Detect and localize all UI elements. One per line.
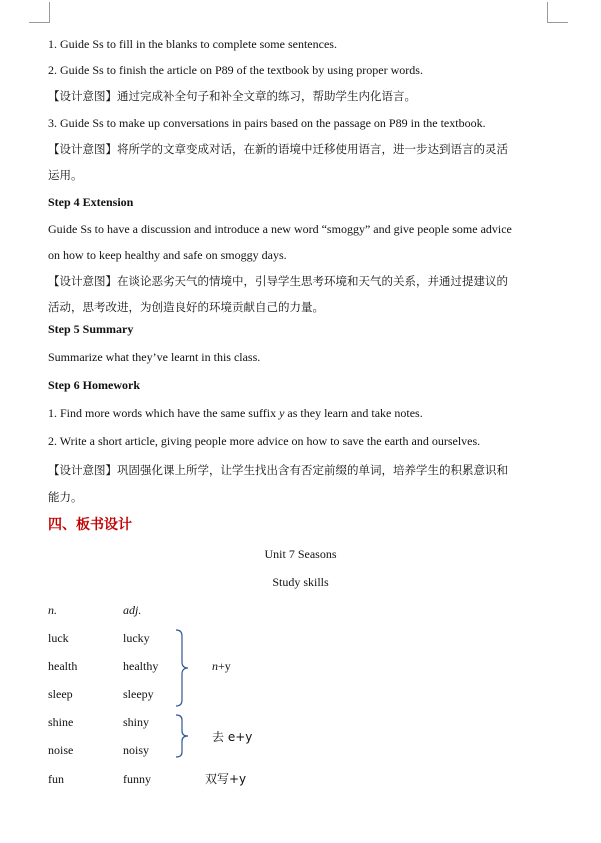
step4-text: Guide Ss to have a discussion and introduce a new word “smoggy” and give people some advice <box>48 222 512 236</box>
noun-word: shine <box>48 715 74 729</box>
noun-word: sleep <box>48 687 73 701</box>
design-intent-note-2: 【设计意图】将所学的文章变成对话，在新的语境中迁移使用语言，进一步达到语言的灵活 <box>48 142 508 156</box>
section-title: 四、板书设计 <box>48 517 132 533</box>
step4-heading: Step 4 Extension <box>48 195 134 209</box>
rule-drop-e: 去 e+y <box>212 730 253 744</box>
design-intent-note-3: 【设计意图】在谈论恶劣天气的情境中，引导学生思考环境和天气的关系，并通过提建议的 <box>48 274 508 288</box>
step4-text-cont: on how to keep healthy and safe on smoggy days. <box>48 248 287 262</box>
adjective-word: healthy <box>123 659 159 673</box>
adjective-word: noisy <box>123 743 150 757</box>
design-intent-note-4-cont: 能力。 <box>48 490 83 504</box>
header-noun: n. <box>48 603 57 617</box>
noun-word: noise <box>48 743 74 757</box>
noun-word: health <box>48 659 78 673</box>
step5-text: Summarize what they’ve learnt in this class. <box>48 350 261 364</box>
noun-word: luck <box>48 631 69 645</box>
step3-item-2: 2. Guide Ss to finish the article on P89 of the textbook by using proper words. <box>48 63 423 77</box>
adjective-word: lucky <box>123 631 150 645</box>
suffix-y: y <box>279 406 285 420</box>
adjective-word: shiny <box>123 715 150 729</box>
rule-noun-plus-y: n+y <box>212 659 231 673</box>
rule-double-consonant: 双写+y <box>205 772 247 786</box>
board-subtitle: Study skills <box>272 575 329 589</box>
noun-word: fun <box>48 772 64 786</box>
step6-heading: Step 6 Homework <box>48 378 140 392</box>
step3-item-1: 1. Guide Ss to fill in the blanks to complete some sentences. <box>48 37 337 51</box>
right-brace-2 <box>174 714 190 758</box>
step6-item-1: 1. Find more words which have the same suffix y as they learn and take notes. <box>48 406 423 420</box>
design-intent-note-4: 【设计意图】巩固强化课上所学，让学生找出含有否定前缀的单词，培养学生的积累意识和 <box>48 463 508 477</box>
step5-heading: Step 5 Summary <box>48 322 134 336</box>
header-adjective: adj. <box>123 603 142 617</box>
adjective-word: funny <box>123 772 151 786</box>
step3-item-3: 3. Guide Ss to make up conversations in pairs based on the passage on P89 in the textbook. <box>48 116 486 130</box>
design-intent-note-2-cont: 运用。 <box>48 168 83 182</box>
corner-crop-mark-left <box>29 2 50 23</box>
corner-crop-mark-right <box>547 2 568 23</box>
board-title: Unit 7 Seasons <box>264 547 337 561</box>
step6-item-2: 2. Write a short article, giving people more advice on how to save the earth and ourselves. <box>48 434 481 448</box>
adjective-word: sleepy <box>123 687 154 701</box>
design-intent-note-3-cont: 活动，思考改进，为创造良好的环境贡献自己的力量。 <box>48 300 324 314</box>
design-intent-note-1: 【设计意图】通过完成补全句子和补全文章的练习，帮助学生内化语言。 <box>48 89 416 103</box>
right-brace-1 <box>174 629 190 707</box>
